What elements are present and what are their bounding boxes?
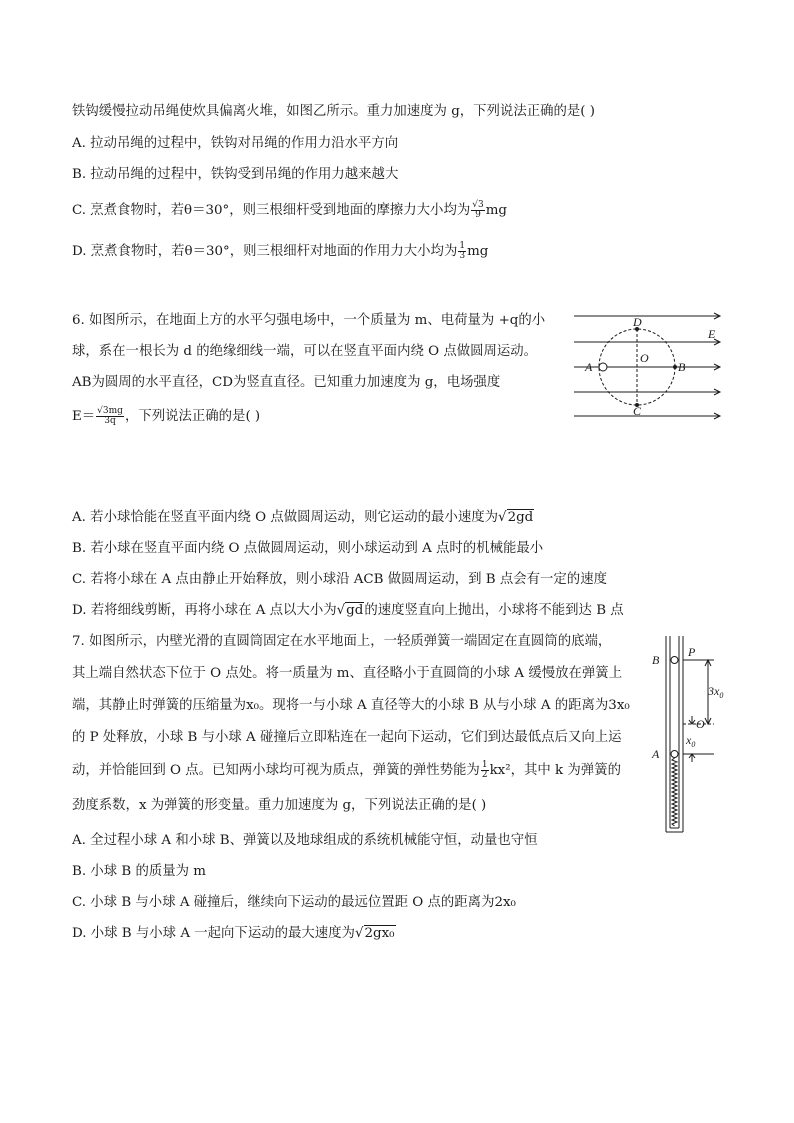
q5-stem-tail: 铁钩缓慢拉动吊绳使炊具偏离火堆，如图乙所示。重力加速度为 g，下列说法正确的是( ) [72, 104, 595, 119]
q6-option-d: D. 若将细线剪断，再将小球在 A 点以大小为√gd的速度竖直向上抛出，小球将不能到达 B 点 [72, 601, 624, 621]
fraction: $\frac{√3}{9}$ [472, 200, 484, 220]
label-3x0: $3x_0$ [708, 684, 724, 700]
q5-option-a: A. 拉动吊绳的过程中，铁钩对吊绳的作用力沿水平方向 [72, 136, 399, 151]
spring-tube-figure [646, 632, 726, 838]
q5-option-d: D. 烹煮食物时，若θ＝30°，则三根细杆对地面的作用力大小均为 $\frac{1}{3}$ mg [72, 241, 489, 261]
q7-option-b: B. 小球 B 的质量为 m [72, 864, 207, 879]
label-x0: $x_0$ [686, 733, 696, 749]
q5-option-c: C. 烹煮食物时，若θ＝30°，则三根细杆受到地面的摩擦力大小均为 $\frac{√3}{9}$ mg [72, 200, 507, 220]
q7-stem-line2: 其上端自然状态下位于 O 点处。将一质量为 m、直径略小于直圆筒的小球 A 缓慢放在弹簧上 [72, 666, 623, 681]
sqrt: √2gx₀ [354, 926, 395, 941]
q5-option-b: B. 拉动吊绳的过程中，铁钩受到吊绳的作用力越来越大 [72, 167, 399, 182]
label-d: D [633, 315, 642, 329]
label-c: C [633, 404, 642, 418]
label-b: B [652, 653, 660, 667]
q7-stem-line4: 的 P 处释放，小球 B 与小球 A 碰撞后立即粘连在一起向下运动，它们到达最低点后又向上运 [72, 730, 622, 745]
q6-option-b: B. 若小球在竖直平面内绕 O 点做圆周运动，则小球运动到 A 点时的机械能最小 [72, 541, 544, 556]
q7-option-d: D. 小球 B 与小球 A 一起向下运动的最大速度为√2gx₀ [72, 924, 396, 944]
label-o: O [696, 717, 705, 731]
label-a: A [585, 360, 593, 374]
q6-stem-line3: AB为圆周的水平直径，CD为竖直直径。已知重力加速度为 g，电场强度 [72, 375, 501, 390]
q7-option-a: A. 全过程小球 A 和小球 B、弹簧以及地球组成的系统机械能守恒，动量也守恒 [72, 833, 538, 848]
label-b: B [678, 360, 686, 374]
q7-stem-line6: 劲度系数，x 为弹簧的形变量。重力加速度为 g，下列说法正确的是( ) [72, 798, 487, 813]
fraction: $\frac{1}{2}$ [481, 760, 488, 780]
sqrt: √gd [336, 603, 364, 618]
q6-stem-line4: E＝ $\frac{√3mg}{3q}$ ，下列说法正确的是( ) [72, 406, 261, 426]
q6-option-c: C. 若将小球在 A 点由静止开始释放，则小球沿 ACB 做圆周运动，到 B 点会有一定的速度 [72, 572, 607, 587]
q6-option-a: A. 若小球恰能在竖直平面内绕 O 点做圆周运动，则它运动的最小速度为√2gd [72, 508, 534, 528]
q6-stem-line1: 6. 如图所示，在地面上方的水平匀强电场中，一个质量为 m、电荷量为 +q的小 [72, 313, 546, 328]
electric-field-circle-figure [568, 308, 728, 420]
sqrt: √2gd [498, 510, 534, 525]
fraction: $\frac{1}{3}$ [459, 241, 466, 261]
q7-stem-line3: 端，其静止时弹簧的压缩量为x₀。现将一与小球 A 直径等大的小球 B 从与小球 A 的距离为3x₀ [72, 698, 630, 713]
fraction: $\frac{√3mg}{3q}$ [97, 406, 123, 426]
label-a: A [652, 747, 660, 761]
q6-stem-line2: 球，系在一根长为 d 的绝缘细线一端，可以在竖直平面内绕 O 点做圆周运动。 [72, 344, 538, 359]
q7-option-c: C. 小球 B 与小球 A 碰撞后，继续向下运动的最远位置距 O 点的距离为2x₀ [72, 895, 516, 910]
q7-stem-line1: 7. 如图所示，内壁光滑的直圆筒固定在水平地面上，一轻质弹簧一端固定在直圆筒的底端， [72, 634, 612, 649]
label-p: P [688, 645, 696, 659]
q7-stem-line5: 动，并恰能回到 O 点。已知两小球均可视为质点，弹簧的弹性势能为 $\frac{1}{2}$ kx²，其中 k 为弹簧的 [72, 760, 621, 780]
label-e: E [708, 327, 716, 341]
label-o: O [640, 351, 649, 365]
